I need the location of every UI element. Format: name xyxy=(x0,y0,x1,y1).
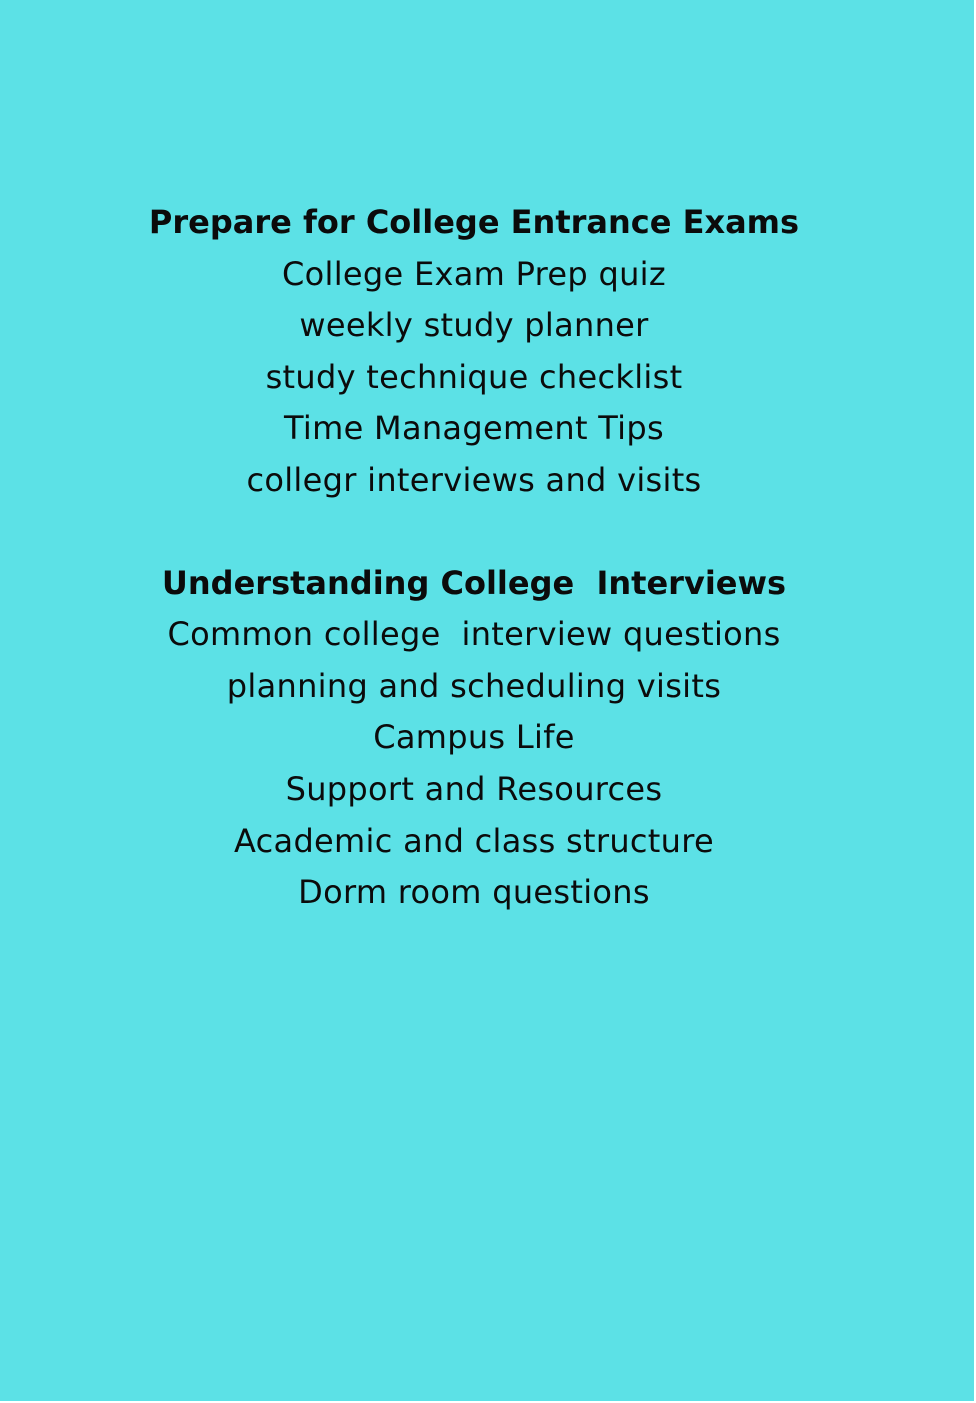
list-item: College Exam Prep quiz xyxy=(282,254,666,293)
section-exam-prep xyxy=(0,197,948,507)
list-item: Common college interview questions xyxy=(167,615,781,654)
section-heading: Understanding College Interviews xyxy=(161,563,787,602)
list-item: Campus Life xyxy=(373,718,575,757)
list-item: collegr interviews and visits xyxy=(246,460,702,499)
list-item: Academic and class structure xyxy=(234,821,714,860)
list-item: Dorm room questions xyxy=(298,873,650,912)
content-block xyxy=(0,197,948,919)
section-heading: Prepare for College Entrance Exams xyxy=(148,203,800,241)
section-interviews xyxy=(0,558,948,919)
list-item: planning and scheduling visits xyxy=(226,666,722,705)
list-item: study technique checklist xyxy=(265,357,683,396)
list-item: Time Management Tips xyxy=(284,409,664,448)
list-item: weekly study planner xyxy=(299,306,649,345)
list-item: Support and Resources xyxy=(285,769,663,808)
